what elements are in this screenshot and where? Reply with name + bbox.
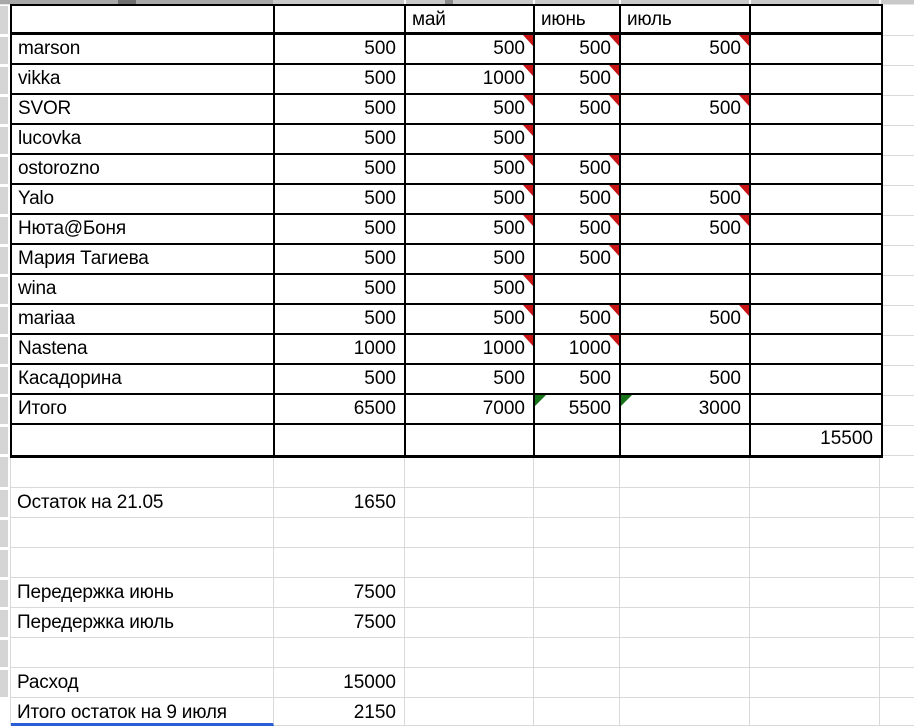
value-cell[interactable]: 500 <box>406 155 535 185</box>
row-header-segment <box>0 457 8 487</box>
value-cell[interactable]: 500 <box>406 305 535 335</box>
value-cell[interactable]: 500 <box>406 185 535 215</box>
value-cell[interactable]: 500 <box>275 65 406 95</box>
row-label-cell[interactable]: vikka <box>12 65 275 95</box>
comment-indicator-icon <box>739 35 749 46</box>
value-cell[interactable] <box>621 125 751 155</box>
comment-indicator-icon <box>523 155 533 166</box>
row-label-cell[interactable]: Итого <box>12 395 275 425</box>
summary-value-cell[interactable] <box>274 638 405 668</box>
summary-cell[interactable] <box>534 668 620 698</box>
value-cell[interactable] <box>275 425 406 455</box>
error-indicator-icon <box>621 395 632 406</box>
summary-cell[interactable] <box>880 518 914 548</box>
value-cell[interactable]: 500 <box>406 95 535 125</box>
summary-value-cell[interactable]: 7500 <box>274 608 405 638</box>
gridline <box>883 155 914 156</box>
summary-value-cell[interactable] <box>274 518 405 548</box>
row-header-segment <box>0 580 8 607</box>
summary-cell[interactable] <box>534 458 620 488</box>
comment-indicator-icon <box>739 215 749 226</box>
row-label-cell[interactable]: wina <box>12 275 275 305</box>
value-cell[interactable]: 1000 <box>535 335 621 365</box>
summary-cell[interactable] <box>405 608 534 638</box>
summary-cell[interactable] <box>620 458 750 488</box>
comment-indicator-icon <box>523 275 533 286</box>
row-header-segment <box>0 157 8 184</box>
value-cell[interactable] <box>751 335 881 365</box>
value-cell[interactable]: 500 <box>535 155 621 185</box>
summary-cell[interactable] <box>405 668 534 698</box>
summary-cell[interactable] <box>405 488 534 518</box>
summary-cell[interactable] <box>620 668 750 698</box>
comment-indicator-icon <box>523 65 533 76</box>
gridline <box>883 275 914 276</box>
row-label-cell[interactable]: Nastena <box>12 335 275 365</box>
summary-value-cell[interactable]: 2150 <box>274 698 405 726</box>
value-cell[interactable]: 500 <box>275 185 406 215</box>
row-header-segment <box>0 307 8 334</box>
summary-label-cell[interactable]: Итого остаток на 9 июля <box>11 698 274 726</box>
summary-value-cell[interactable] <box>274 458 405 488</box>
summary-cell[interactable] <box>750 608 880 638</box>
comment-indicator-icon <box>609 215 619 226</box>
value-cell[interactable] <box>621 335 751 365</box>
value-cell[interactable]: 500 <box>535 365 621 395</box>
value-cell[interactable] <box>621 245 751 275</box>
value-cell[interactable]: 500 <box>621 305 751 335</box>
value-cell[interactable] <box>751 95 881 125</box>
summary-label-cell[interactable]: Расход <box>11 668 274 698</box>
comment-indicator-icon <box>609 155 619 166</box>
value-cell[interactable] <box>621 425 751 455</box>
comment-indicator-icon <box>523 125 533 136</box>
summary-cell[interactable] <box>880 668 914 698</box>
comment-indicator-icon <box>739 305 749 316</box>
summary-label-cell[interactable] <box>11 458 274 488</box>
value-cell[interactable]: 500 <box>535 215 621 245</box>
row-label-cell[interactable]: SVOR <box>12 95 275 125</box>
summary-value-cell[interactable] <box>274 548 405 578</box>
error-indicator-icon <box>535 395 546 406</box>
value-cell[interactable]: 500 <box>535 245 621 275</box>
summary-value-cell[interactable]: 7500 <box>274 578 405 608</box>
row-label-cell[interactable]: Мария Тагиева <box>12 245 275 275</box>
value-cell[interactable]: 500 <box>535 305 621 335</box>
summary-cell[interactable] <box>750 458 880 488</box>
comment-indicator-icon <box>609 185 619 196</box>
value-cell[interactable]: 1000 <box>275 335 406 365</box>
value-cell[interactable]: 15500 <box>820 428 873 449</box>
comment-indicator-icon <box>739 95 749 106</box>
row-header-segment <box>0 6 8 34</box>
value-cell[interactable]: 6500 <box>275 395 406 425</box>
value-cell[interactable]: 7000 <box>406 395 535 425</box>
comment-indicator-icon <box>523 305 533 316</box>
summary-cell[interactable] <box>534 698 620 726</box>
summary-value-cell[interactable]: 15000 <box>274 668 405 698</box>
gridline <box>883 215 914 216</box>
row-header-segment <box>0 127 8 154</box>
row-header-segment <box>0 217 8 244</box>
row-header-segment <box>0 490 8 517</box>
row-label-cell[interactable] <box>12 425 275 455</box>
comment-indicator-icon <box>609 245 619 256</box>
value-cell[interactable] <box>535 275 621 305</box>
value-cell[interactable]: 500 <box>275 125 406 155</box>
gridline <box>883 185 914 186</box>
summary-cell[interactable] <box>750 698 880 726</box>
gridline <box>883 95 914 96</box>
comment-indicator-icon <box>609 335 619 346</box>
summary-cell[interactable] <box>880 458 914 488</box>
row-label-cell[interactable]: Yalo <box>12 185 275 215</box>
value-cell[interactable]: 1000 <box>406 335 535 365</box>
summary-cell[interactable] <box>620 488 750 518</box>
payments-table <box>10 4 883 458</box>
summary-cell[interactable] <box>750 578 880 608</box>
value-cell[interactable]: 500 <box>275 245 406 275</box>
value-cell[interactable] <box>751 245 881 275</box>
summary-cell[interactable] <box>880 548 914 578</box>
summary-cell[interactable] <box>405 578 534 608</box>
comment-indicator-icon <box>523 185 533 196</box>
summary-cell[interactable] <box>880 578 914 608</box>
gridline <box>883 395 914 396</box>
summary-cell[interactable] <box>620 608 750 638</box>
value-cell[interactable] <box>621 155 751 185</box>
value-cell[interactable]: 500 <box>275 215 406 245</box>
value-cell[interactable]: 500 <box>275 95 406 125</box>
value-cell[interactable] <box>751 215 881 245</box>
summary-cell[interactable] <box>620 548 750 578</box>
comment-indicator-icon <box>609 35 619 46</box>
value-cell[interactable] <box>751 395 881 425</box>
value-cell[interactable] <box>751 185 881 215</box>
summary-cell[interactable] <box>620 698 750 726</box>
row-header-segment <box>0 397 8 424</box>
value-cell[interactable]: 500 <box>406 125 535 155</box>
summary-cell[interactable] <box>750 638 880 668</box>
summary-cell[interactable] <box>750 518 880 548</box>
value-cell[interactable]: 500 <box>621 185 751 215</box>
summary-cell[interactable] <box>534 578 620 608</box>
value-cell[interactable]: 500 <box>406 275 535 305</box>
row-label-cell[interactable]: Нюта@Боня <box>12 215 275 245</box>
summary-cell[interactable] <box>750 488 880 518</box>
comment-indicator-icon <box>739 185 749 196</box>
value-cell[interactable] <box>751 155 881 185</box>
comment-indicator-icon <box>523 215 533 226</box>
gridline <box>883 455 914 456</box>
summary-cell[interactable] <box>750 668 880 698</box>
value-cell[interactable] <box>406 425 535 455</box>
header-cell[interactable] <box>751 6 881 35</box>
row-header-segment <box>0 67 8 94</box>
value-cell[interactable]: 500 <box>406 215 535 245</box>
value-cell[interactable] <box>751 365 881 395</box>
summary-cell[interactable] <box>620 518 750 548</box>
value-cell[interactable]: 500 <box>621 35 751 65</box>
row-header-segment <box>0 427 8 454</box>
gridline <box>883 365 914 366</box>
value-cell[interactable]: 500 <box>535 65 621 95</box>
comment-indicator-icon <box>523 35 533 46</box>
row-label-cell[interactable]: marson <box>12 35 275 65</box>
summary-label-cell[interactable] <box>11 548 274 578</box>
summary-cell[interactable] <box>620 638 750 668</box>
summary-cell[interactable] <box>880 698 914 726</box>
value-cell[interactable] <box>751 305 881 335</box>
summary-cell[interactable] <box>534 548 620 578</box>
comment-indicator-icon <box>609 95 619 106</box>
gridline <box>883 125 914 126</box>
row-label-cell[interactable]: mariaa <box>12 305 275 335</box>
value-cell[interactable]: 500 <box>621 365 751 395</box>
value-cell[interactable]: 500 <box>535 95 621 125</box>
summary-cell[interactable] <box>620 578 750 608</box>
value-cell[interactable]: 5500 <box>535 395 621 425</box>
header-cell[interactable] <box>275 6 406 35</box>
summary-cell[interactable] <box>880 488 914 518</box>
value-cell[interactable] <box>535 125 621 155</box>
summary-cell[interactable] <box>405 458 534 488</box>
value-cell[interactable] <box>535 425 621 455</box>
month-header-cell[interactable]: июль <box>621 6 751 35</box>
header-cell[interactable] <box>12 6 275 35</box>
gridline <box>883 35 914 36</box>
value-cell[interactable]: 500 <box>275 305 406 335</box>
value-cell[interactable] <box>621 275 751 305</box>
summary-cell[interactable] <box>405 698 534 726</box>
row-header-segment <box>0 97 8 124</box>
summary-area <box>10 458 914 726</box>
row-header-segment <box>0 367 8 394</box>
summary-label-cell[interactable]: Передержка июль <box>11 608 274 638</box>
value-cell[interactable]: 500 <box>275 35 406 65</box>
summary-label-cell[interactable] <box>11 638 274 668</box>
row-label-cell[interactable]: lucovka <box>12 125 275 155</box>
value-cell[interactable]: 500 <box>275 365 406 395</box>
summary-cell[interactable] <box>534 608 620 638</box>
summary-cell[interactable] <box>405 518 534 548</box>
row-header-segment <box>0 640 8 667</box>
comment-indicator-icon <box>523 95 533 106</box>
value-cell[interactable]: 500 <box>535 35 621 65</box>
comment-indicator-icon <box>609 305 619 316</box>
row-header-segment <box>0 670 8 697</box>
comment-indicator-icon <box>609 65 619 76</box>
summary-cell[interactable] <box>534 488 620 518</box>
value-cell[interactable]: 500 <box>406 365 535 395</box>
row-header-segment <box>0 610 8 637</box>
summary-cell[interactable] <box>534 638 620 668</box>
row-header-segment <box>0 277 8 304</box>
value-cell[interactable]: 500 <box>406 245 535 275</box>
row-header-segment <box>0 187 8 214</box>
value-cell[interactable]: 1000 <box>406 65 535 95</box>
row-header-segment <box>0 520 8 547</box>
gridline <box>883 425 914 426</box>
row-header-segment <box>0 550 8 577</box>
value-cell[interactable]: 3000 <box>621 395 751 425</box>
summary-cell[interactable] <box>405 548 534 578</box>
row-label-cell[interactable]: Касадорина <box>12 365 275 395</box>
gridline <box>883 245 914 246</box>
value-cell[interactable] <box>751 35 881 65</box>
month-header-cell[interactable]: май <box>406 6 535 35</box>
gridline <box>883 335 914 336</box>
value-cell[interactable]: 500 <box>275 155 406 185</box>
summary-label-cell[interactable]: Передержка июнь <box>11 578 274 608</box>
summary-value-cell[interactable]: 1650 <box>274 488 405 518</box>
summary-cell[interactable] <box>405 638 534 668</box>
value-cell[interactable]: 500 <box>621 95 751 125</box>
summary-label-cell[interactable] <box>11 518 274 548</box>
value-cell[interactable]: 500 <box>621 215 751 245</box>
month-header-cell[interactable]: июнь <box>535 6 621 35</box>
summary-cell[interactable] <box>880 638 914 668</box>
value-cell[interactable]: 500 <box>535 185 621 215</box>
summary-cell[interactable] <box>880 608 914 638</box>
row-header-segment <box>0 247 8 274</box>
value-cell[interactable]: 500 <box>275 275 406 305</box>
value-cell[interactable] <box>751 275 881 305</box>
gridline <box>883 305 914 306</box>
comment-indicator-icon <box>523 335 533 346</box>
summary-label-cell[interactable]: Остаток на 21.05 <box>11 488 274 518</box>
summary-cell[interactable] <box>534 518 620 548</box>
row-label-cell[interactable]: ostorozno <box>12 155 275 185</box>
value-cell[interactable] <box>751 65 881 95</box>
row-header-segment <box>0 337 8 364</box>
value-cell[interactable]: 500 <box>406 35 535 65</box>
row-header-segment <box>0 37 8 64</box>
summary-cell[interactable] <box>750 548 880 578</box>
gridline <box>883 65 914 66</box>
value-cell[interactable] <box>621 65 751 95</box>
value-cell[interactable] <box>751 125 881 155</box>
